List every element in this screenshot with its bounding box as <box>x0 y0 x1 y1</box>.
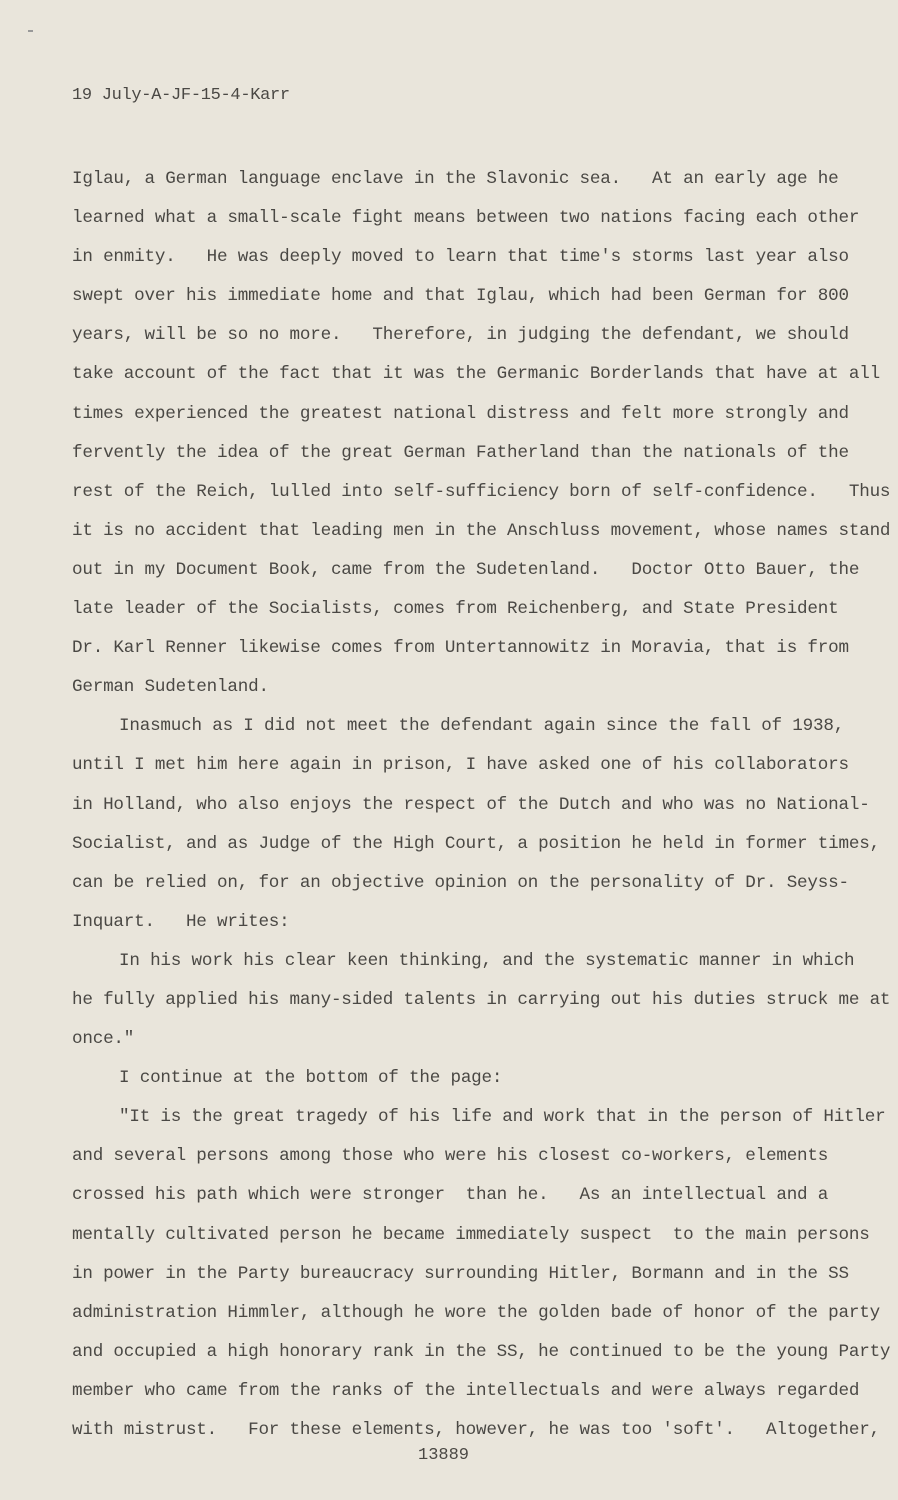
text-line: Iglau, a German language enclave in the Slavonic sea. At an early age he <box>72 169 839 189</box>
text-line: In his work his clear keen thinking, and the systematic manner in which <box>119 950 855 971</box>
text-line: until I met him here again in prison, I have asked one of his collaborators <box>72 755 849 776</box>
text-line: years, will be so no more. Therefore, in judging the defendant, we should <box>72 325 849 346</box>
text-line: and occupied a high honorary rank in the SS, he continued to be the young Party <box>72 1341 891 1362</box>
text-line: in power in the Party bureaucracy surrounding Hitler, Bormann and in the SS <box>72 1263 849 1284</box>
text-line: can be relied on, for an objective opinion on the personality of Dr. Seyss- <box>72 872 849 893</box>
text-line: late leader of the Socialists, comes from Reichenberg, and State President <box>72 599 839 620</box>
text-line: German Sudetenland. <box>72 677 269 698</box>
text-line: with mistrust. For these elements, however, he was too 'soft'. Altogether, <box>72 1420 880 1440</box>
text-line: Inasmuch as I did not meet the defendant again since the fall of 1938, <box>119 716 845 737</box>
document-body <box>72 160 891 1450</box>
text-line: once." <box>72 1029 135 1050</box>
text-line: out in my Document Book, came from the Sudetenland. Doctor Otto Bauer, the <box>72 559 860 580</box>
text-line: in enmity. He was deeply moved to learn that time's storms last year also <box>72 247 849 268</box>
text-line: rest of the Reich, lulled into self-sufficiency born of self-confidence. Thus <box>72 481 891 502</box>
text-line: member who came from the ranks of the intellectuals and were always regarded <box>72 1380 860 1401</box>
text-line: learned what a small-scale fight means between two nations facing each other <box>72 208 860 229</box>
text-line: Socialist, and as Judge of the High Court, a position he held in former times, <box>72 833 880 854</box>
text-line: he fully applied his many-sided talents in carrying out his duties struck me at <box>72 989 891 1010</box>
text-line: in Holland, who also enjoys the respect of the Dutch and who was no National- <box>72 794 870 815</box>
scan-mark <box>28 30 33 32</box>
text-line: swept over his immediate home and that Iglau, which had been German for 800 <box>72 286 849 307</box>
text-line: administration Himmler, although he wore the golden bade of honor of the party <box>72 1302 880 1323</box>
text-line: take account of the fact that it was the Germanic Borderlands that have at all <box>72 364 880 385</box>
text-line: it is no accident that leading men in the Anschluss movement, whose names stand <box>72 520 891 541</box>
text-line: and several persons among those who were his closest co-workers, elements <box>72 1146 829 1167</box>
text-line: mentally cultivated person he became immediately suspect to the main persons <box>72 1224 870 1245</box>
text-line: fervently the idea of the great German Fatherland than the nationals of the <box>72 442 849 463</box>
text-line: Inquart. He writes: <box>72 911 290 932</box>
document-header: 19 July-A-JF-15-4-Karr <box>72 86 290 105</box>
text-line: times experienced the greatest national distress and felt more strongly and <box>72 403 849 424</box>
page-number: 13889 <box>418 1446 470 1465</box>
text-line: I continue at the bottom of the page: <box>119 1068 503 1089</box>
text-line: crossed his path which were stronger than he. As an intellectual and a <box>72 1185 829 1206</box>
text-line: Dr. Karl Renner likewise comes from Untertannowitz in Moravia, that is from <box>72 638 849 659</box>
text-line: "It is the great tragedy of his life and work that in the person of Hitler <box>119 1107 886 1128</box>
